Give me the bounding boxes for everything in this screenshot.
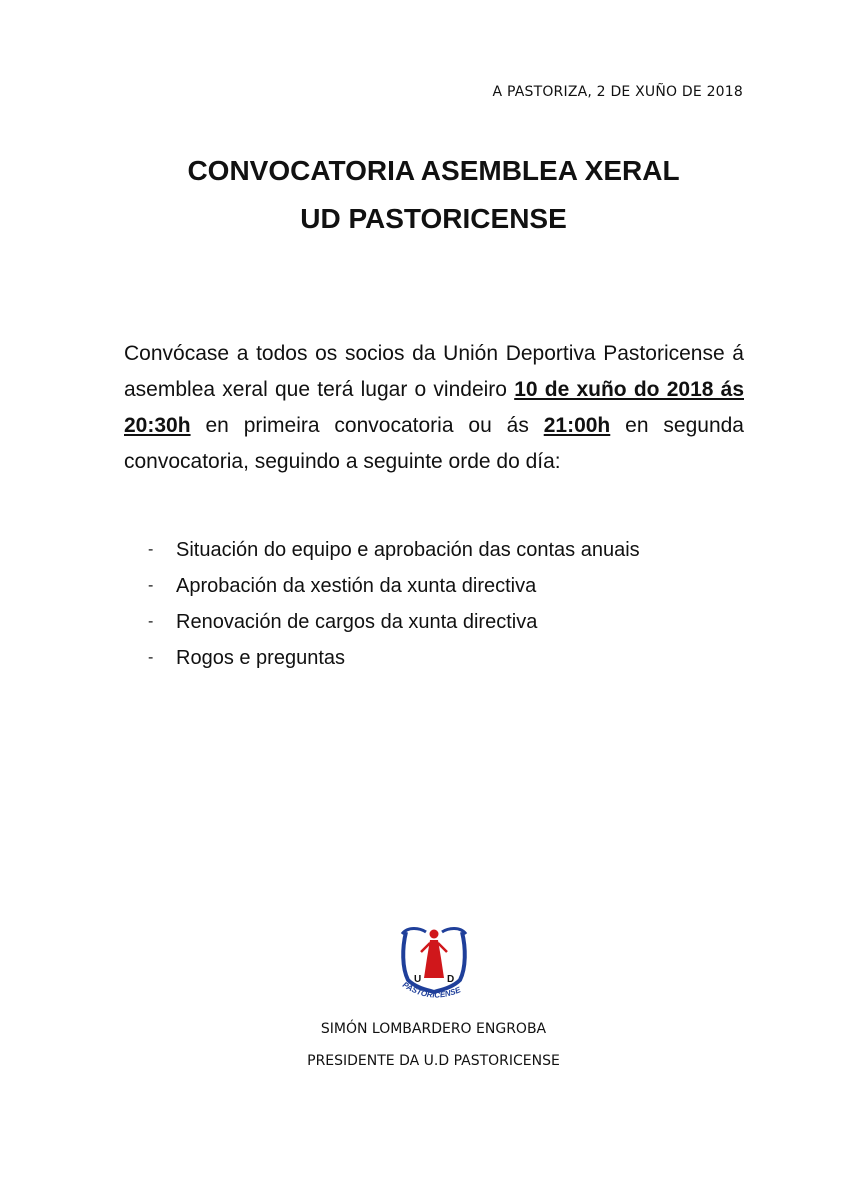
title-line-1: CONVOCATORIA ASEMBLEA XERAL [187, 155, 680, 186]
document-date: A PASTORIZA, 2 DE XUÑO DE 2018 [492, 84, 743, 100]
agenda-item [148, 568, 640, 604]
document-title [0, 147, 867, 243]
paragraph-part-1: Convócase a todos os socios da Unión Deportiva Pastoricense á asemblea xeral que terá lugar o vindeiro [124, 342, 744, 401]
title-line-2: UD PASTORICENSE [300, 203, 567, 234]
second-call-time: 21:00h [543, 414, 611, 437]
dash-icon: - [148, 649, 154, 666]
figure-head [430, 930, 439, 939]
meeting-date-time: 10 de xuño do 2018 ás 20:30h [124, 378, 744, 437]
agenda-item-text: Rogos e preguntas [176, 647, 346, 669]
agenda-item [148, 640, 640, 676]
agenda-list [148, 532, 640, 676]
agenda-item [148, 532, 640, 568]
dash-icon: - [148, 541, 154, 558]
agenda-item-text: Aprobación da xestión da xunta directiva [176, 575, 537, 597]
club-crest-logo [394, 918, 474, 1004]
agenda-item [148, 604, 640, 640]
dash-icon: - [148, 577, 154, 594]
signatory-role: PRESIDENTE DA U.D PASTORICENSE [307, 1053, 560, 1069]
dash-icon: - [148, 613, 154, 630]
paragraph-part-3: en segunda convocatoria, seguindo a seguinte orde do día: [124, 414, 744, 473]
agenda-item-text: Situación do equipo e aprobación das contas anuais [176, 539, 640, 561]
crest-letter-u: U [414, 974, 422, 985]
paragraph-part-2: en primeira convocatoria ou ás [190, 414, 544, 437]
convocation-paragraph [124, 336, 744, 480]
crest-letter-d: D [447, 974, 455, 985]
agenda-item-text: Renovación de cargos da xunta directiva [176, 611, 538, 633]
signatory-name: SIMÓN LOMBARDERO ENGROBA [320, 1021, 547, 1037]
crest-ribbon-text: PASTORICENSE [400, 980, 462, 1000]
